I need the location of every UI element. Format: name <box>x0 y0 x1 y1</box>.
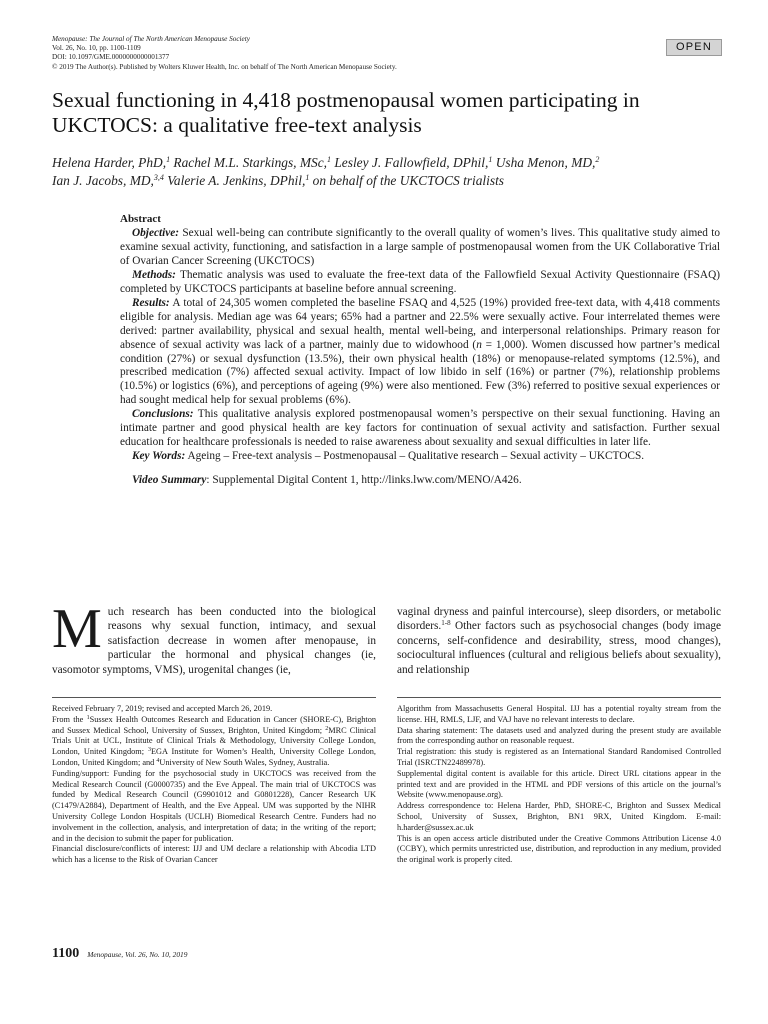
methods-label: Methods: <box>132 268 176 281</box>
journal-header <box>52 35 612 72</box>
title-line-1: Sexual functioning in 4,418 postmenopausal women participating in <box>52 88 640 112</box>
conclusions-text: This qualitative analysis explored postmenopausal women’s perspective on their sexual functioning. Having an intimate partner and good physical health are key factors for continuation of sexual activity and satisfaction. Further sexual education for healthcare professionals is needed to raise awareness about sexuality and sexual difficulties in later life. <box>120 408 720 449</box>
results-text-b: = 1,000). Women discussed how partner’s medical condition (27%) or sexual dysfunction (13.5%), their own physical health (18%) or menopause-related symptoms (12.5%), and prescribed medication (7%) affected sexual activity. Impact of low libido in self (16%) or partner (7%), relationship problems (10.5%) or logistics (6%), and perceptions of ageing (9%) were also mentioned. Few (3%) referred to positive sexual experiences or had sought medical help for sexual problems (6%). <box>120 338 720 407</box>
page-footer <box>52 945 452 962</box>
affiliation-sup: 2 <box>595 155 600 164</box>
copyright: © 2019 The Author(s). Published by Wolters Kluwer Health, Inc. on behalf of The North American Menopause Society. <box>52 62 397 71</box>
author-name: Rachel M.L. Starkings, MSc, <box>170 155 328 170</box>
affiliation-sup: 1 <box>488 155 493 164</box>
body-text-right-b: Other factors such as psychosocial changes (body image concerns, self-confidence and desirability, stress, mood changes), sociocultural influences (cultural and religious beliefs about sexuality), and relationship <box>397 620 721 676</box>
footnotes-right <box>397 704 721 866</box>
affil-text: University of New South Wales, Sydney, Australia. <box>159 757 330 767</box>
author-line-2 <box>52 172 742 190</box>
author-name: Ian J. Jacobs, MD, <box>52 172 154 188</box>
footnote-divider-right <box>397 697 721 698</box>
affiliation-sup: 3,4 <box>153 172 164 182</box>
abstract <box>120 213 720 488</box>
author-list <box>52 154 742 189</box>
body-text-right-a: vaginal dryness and painful intercourse), sleep disorders, or metabolic disorders. <box>397 606 721 633</box>
affiliation-sup: 1 <box>305 172 310 182</box>
results-text-a: A total of 24,305 women completed the baseline FSAQ and 4,525 (19%) provided free-text data, with 4,418 comments eligible for analysis. Median age was 64 years; 65% had a partner and 22.5% were sexually active. Four interrelated themes were derived: partner availability, physical and sexual health, mental well-being, and interpersonal relationships. Primary reason for absence of sexual activity was lack of a partner, mainly due to widowhood ( <box>120 296 720 351</box>
disclosure-continued: Algorithm from Massachusetts General Hospital. IJJ has a potential royalty stream from the license. HH, RMLS, LJF, and VAJ have no relevant interests to declare. <box>397 704 721 724</box>
objective-label: Objective: <box>132 226 180 239</box>
abstract-results <box>120 297 720 409</box>
footnotes-left <box>52 704 376 866</box>
video-summary <box>120 474 720 488</box>
correspondence-address: Address correspondence to: Helena Harder, PhD, SHORE-C, Brighton and Sussex Medical School, University of Sussex, Brighton, BN1 9RX, United Kingdom. E-mail: h.harder@sussex.ac.uk <box>397 801 721 832</box>
author-name: Usha Menon, MD, <box>492 155 596 170</box>
video-label: Video Summary <box>132 474 207 487</box>
journal-reference: Menopause, Vol. 26, No. 10, 2019 <box>87 950 188 959</box>
results-n: n <box>476 338 482 351</box>
title-line-2: UKCTOCS: a qualitative free-text analysis <box>52 113 422 137</box>
affil-text: Sussex Health Outcomes Research and Education in Cancer (SHORE-C), Brighton and Sussex Medical School, University of Sussex, Brighton, United Kingdom; <box>52 714 377 735</box>
author-name: Helena Harder, PhD, <box>52 155 167 170</box>
results-label: Results: <box>132 296 170 309</box>
body-column-right <box>397 605 721 677</box>
body-column-left <box>52 598 376 677</box>
keywords-label: Key Words: <box>132 450 186 463</box>
article-title <box>52 88 732 138</box>
affil-sup: 3 <box>147 747 151 754</box>
drop-cap: M <box>52 598 102 660</box>
affil-sup: 1 <box>86 714 90 721</box>
affiliation-sup: 1 <box>327 155 332 164</box>
author-name: Lesley J. Fallowfield, DPhil, <box>331 155 489 170</box>
author-name: Valerie A. Jenkins, DPhil, <box>163 172 306 188</box>
author-line-1 <box>52 154 742 172</box>
body-text-left: uch research has been conducted into the biological reasons why sexual function, intimacy, and sexual satisfaction decrease in women after menopause, in particular the hormonal and physical changes (ie, vasomotor symptoms, VMS), urogenital changes (ie, <box>52 606 376 676</box>
doi: DOI: 10.1097/GME.0000000000001377 <box>52 53 170 62</box>
affil-text: EGA Institute for Women’s Health, University College London, London, United Kingdom; and <box>52 747 377 767</box>
keywords-text: Ageing – Free-text analysis – Postmenopausal – Qualitative research – Sexual activity – UKCTOCS. <box>185 450 645 463</box>
supplemental-note: Supplemental digital content is available for this article. Direct URL citations appear in the printed text and are provided in the HTML and PDF versions of this article on the journal’s Website (www.menopause.org). <box>397 768 721 800</box>
page-number: 1100 <box>52 946 80 961</box>
license-note: This is an open access article distributed under the Creative Commons Attribution License 4.0 (CCBY), which permits unrestricted use, distribution, and reproduction in any medium, provided the original work is properly cited. <box>397 833 721 865</box>
abstract-heading: Abstract <box>120 213 161 225</box>
footnote-divider-left <box>52 697 376 698</box>
abstract-objective <box>120 227 720 269</box>
journal-name: Menopause: The Journal of The North American Menopause Society <box>52 35 250 43</box>
affil-text: From the <box>52 714 87 724</box>
affil-text: MRC Clinical Trials Unit at UCL, Institute of Clinical Trials & Methodology, University College London, London, United Kingdom; <box>52 725 376 757</box>
funding-support: Funding/support: Funding for the psychosocial study in UKCTOCS was received from the Medical Research Council (G0000735) and the Eve Appeal. The main trial of UKCTOCS was funded by Medical Research Council (G9901012 and G0801228), Cancer Research UK (C1479/A2884), Department of Health, and the Eve Appeal. UM was supported by the NIHR University College London Hospitals (UCLH) Biomedical Research Centre. Funders had no involvement in the collection, analysis, and interpretation of data; in the writing of the report; and in the decision to submit the paper for publication. <box>52 768 376 843</box>
open-access-badge: OPEN <box>666 39 722 56</box>
affil-sup: 4 <box>156 757 160 764</box>
affil-sup: 2 <box>325 725 329 732</box>
financial-disclosure: Financial disclosure/conflicts of interest: IJJ and UM declare a relationship with Abcodia LTD which has a license to the Risk of Ovarian Cancer <box>52 844 376 865</box>
video-text: : Supplemental Digital Content 1, http://links.lww.com/MENO/A426. <box>206 474 522 487</box>
abstract-keywords <box>120 450 720 464</box>
methods-text: Thematic analysis was used to evaluate the free-text data of the Fallowfield Sexual Activity Questionnaire (FSAQ) completed by UKCTOCS participants at baseline before annual screening. <box>120 268 720 295</box>
received-dates: Received February 7, 2019; revised and accepted March 26, 2019. <box>52 704 273 713</box>
citation-sup: 1-8 <box>441 619 451 628</box>
volume-line: Vol. 26, No. 10, pp. 1100-1109 <box>52 44 141 53</box>
affiliations <box>52 715 376 769</box>
objective-text: Sexual well-being can contribute significantly to the overall quality of women’s lives. This qualitative study aimed to examine sexual activity, functioning, and satisfaction in a large sample of postmenopausal women from the UK Collaborative Trial of Ovarian Cancer Screening (UKCTOCS) <box>120 226 720 267</box>
abstract-conclusions <box>120 408 720 450</box>
abstract-methods <box>120 269 720 297</box>
conclusions-label: Conclusions: <box>132 408 194 421</box>
data-sharing: Data sharing statement: The datasets used and analyzed during the present study are available from the corresponding author on reasonable request. <box>397 725 721 746</box>
author-group: on behalf of the UKCTOCS trialists <box>309 172 505 188</box>
affiliation-sup: 1 <box>166 155 171 164</box>
trial-registration: Trial registration: this study is registered as an International Standard Randomised Controlled Trial (ISRCTN22489978). <box>397 747 721 767</box>
